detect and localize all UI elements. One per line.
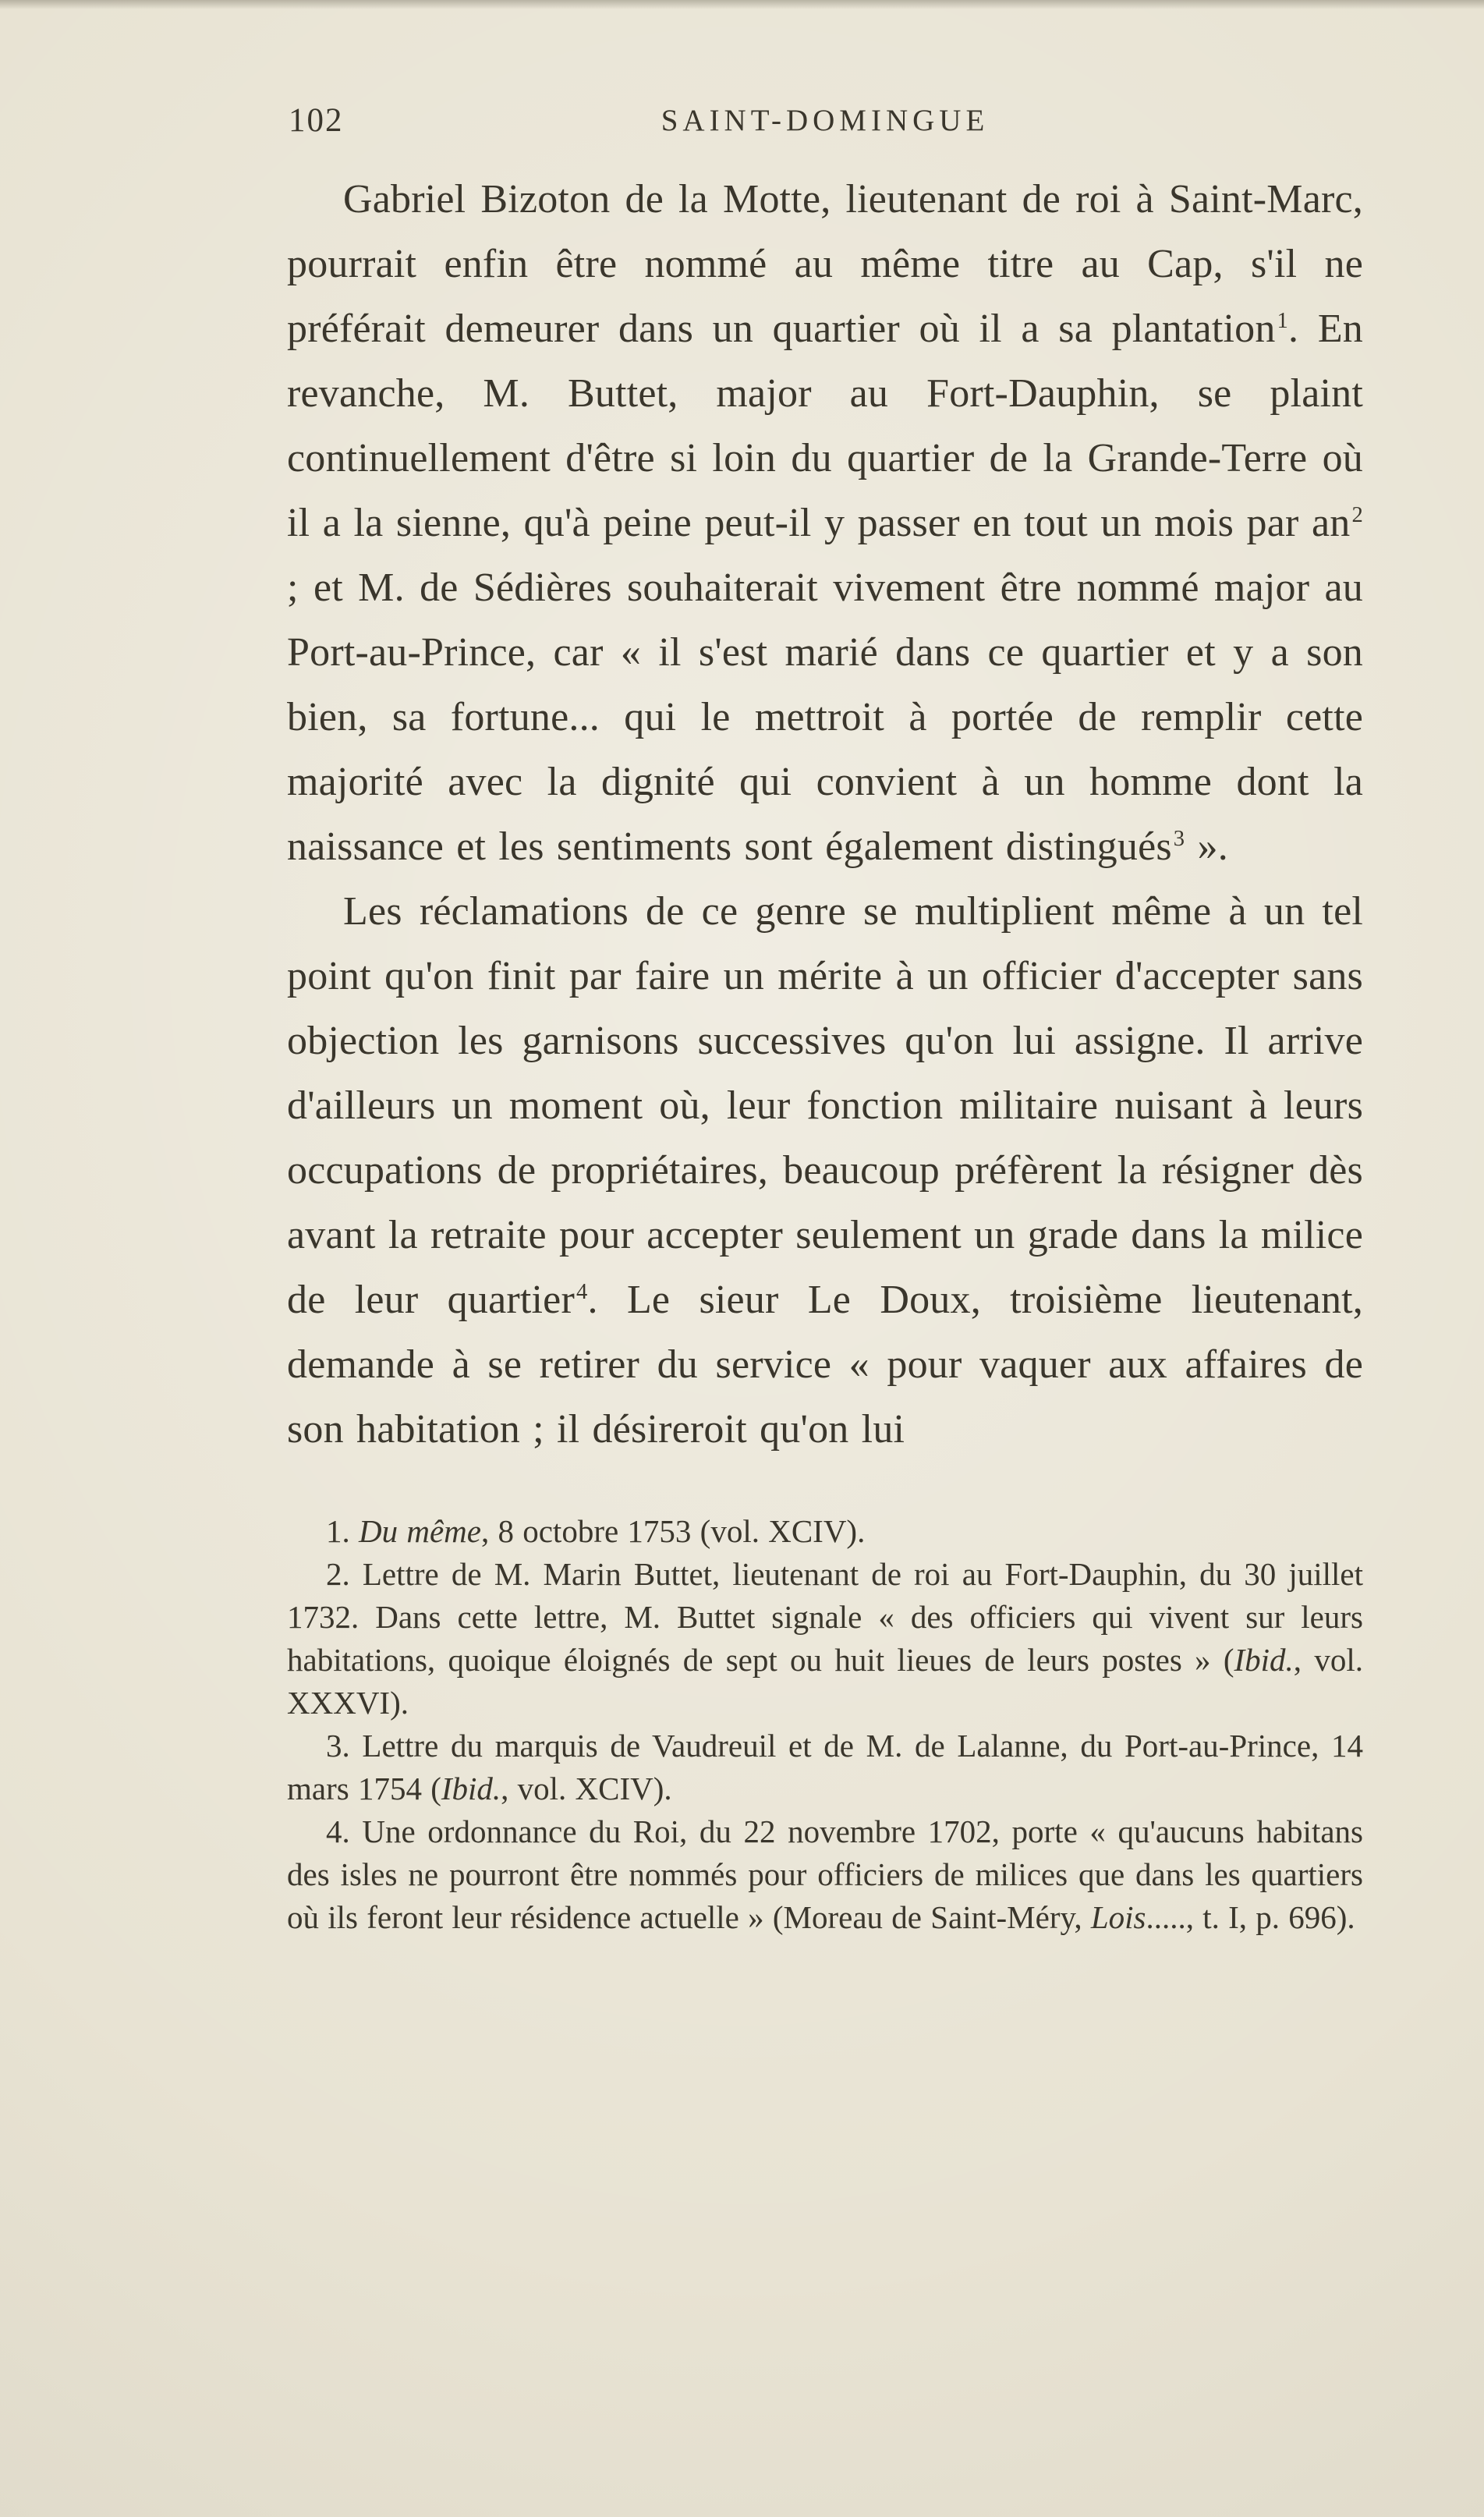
text-run: 2. Lettre de M. Marin Buttet, lieutenant de roi au Fort-Dauphin, du 30 juillet 1732. Dans cette lettre, M. Buttet signale « des officiers qui vivent sur leurs habitations, quoique éloignés de sept ou huit lieues de leurs postes » ( (287, 1556, 1363, 1678)
italic-citation: Du même (359, 1513, 481, 1549)
footnote-2 (287, 1553, 1363, 1725)
paragraph-1 (287, 167, 1363, 879)
footnote-3 (287, 1725, 1363, 1810)
footnote-ref-1: 1 (1277, 308, 1289, 333)
text-run: ». (1185, 824, 1228, 869)
footnotes-section (287, 1510, 1363, 1939)
italic-citation: Ibid. (1234, 1642, 1294, 1678)
footnote-ref-2: 2 (1351, 502, 1363, 527)
footnote-ref-4: 4 (576, 1279, 588, 1304)
footnote-ref-3: 3 (1173, 826, 1185, 851)
text-run: ....., t. I, p. 696). (1146, 1899, 1355, 1935)
body-text (287, 167, 1363, 1462)
text-run: 4. Une ordonnance du Roi, du 22 novembre 1702, porte « qu'aucuns habitans des isles ne pourront être nommés pour officiers de milices que dans les quartiers où ils feront leur résidence actuelle » (Moreau de Saint-Méry, (287, 1813, 1363, 1935)
text-run: ; et M. de Sédières souhaiterait vivement être nommé major au Port-au-Prince, car « il s'est marié dans ce quartier et y a son bien, sa fortune... qui le mettroit à portée de remplir cette majorité avec la dignité qui convient à un homme dont la naissance et les sentiments sont également distingués (287, 565, 1363, 869)
paragraph-2 (287, 879, 1363, 1462)
footnote-1 (287, 1510, 1363, 1553)
text-run: Gabriel Bizoton de la Motte, lieutenant de roi à Saint-Marc, pourrait enfin être nommé au même titre au Cap, s'il ne préférait demeurer dans un quartier où il a sa plantation (287, 177, 1363, 351)
text-run: 1. (326, 1513, 359, 1549)
text-run: . En revanche, M. Buttet, major au Fort-Dauphin, se plaint continuellement d'être si loin du quartier de la Grande-Terre où il a la sienne, qu'à peine peut-il y passer en tout un mois par an (287, 307, 1363, 545)
text-block (287, 100, 1363, 1939)
footnote-4 (287, 1810, 1363, 1939)
text-run: 3. Lettre du marquis de Vaudreuil et de M. de Lalanne, du Port-au-Prince, 14 mars 1754 ( (287, 1728, 1363, 1806)
running-head (287, 100, 1363, 156)
text-run: . Le sieur Le Doux, troisième lieutenant, demande à se retirer du service « pour vaquer aux affaires de son habitation ; il désireroit qu'on lui (287, 1278, 1363, 1452)
page-number: 102 (289, 102, 344, 139)
italic-citation: Ibid. (441, 1771, 501, 1806)
italic-citation: Lois (1090, 1899, 1146, 1935)
running-header-title: SAINT-DOMINGUE (661, 104, 990, 137)
text-run: , vol. XCIV). (501, 1771, 672, 1806)
text-run: , vol. XXXVI). (287, 1642, 1363, 1721)
text-run: , 8 octobre 1753 (vol. XCIV). (480, 1513, 866, 1549)
text-run: Les réclamations de ce genre se multiplient même à un tel point qu'on finit par faire un mérite à un officier d'accepter sans objection les garnisons successives qu'on lui assigne. Il arrive d'ailleurs un moment où, leur fonction militaire nuisant à leurs occupations de propriétaires, beaucoup préfèrent la résigner dès avant la retraite pour accepter seulement un grade dans la milice de leur quartier (287, 889, 1363, 1322)
